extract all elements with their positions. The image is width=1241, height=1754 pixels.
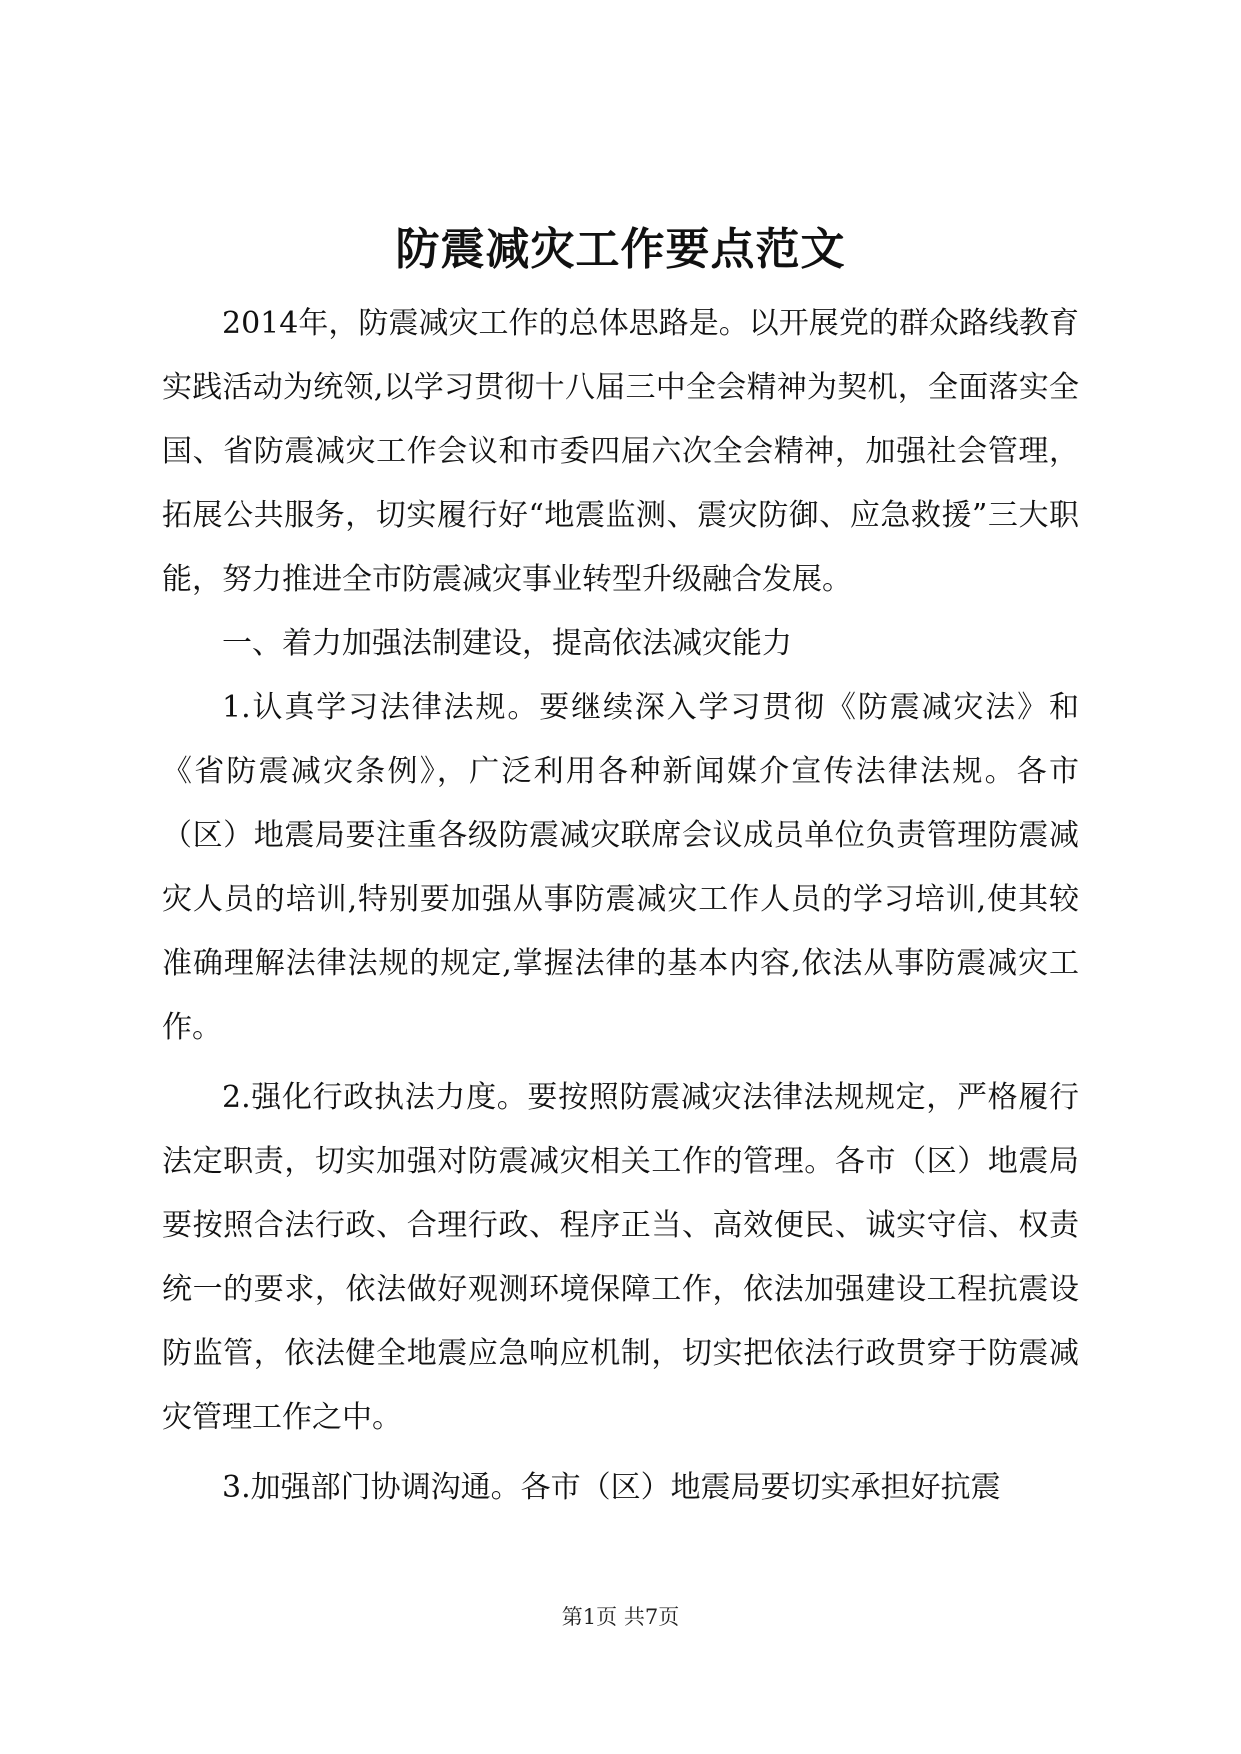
section-heading-1: 一、着力加强法制建设，提高依法减灾能力 [222,626,792,661]
document-body [162,292,1079,1520]
paragraph-item-2: 2.强化行政执法力度。要按照防震减灾法律法规规定，严格履行法定职责，切实加强对防震减灾相关工作的管理。各市（区）地震局要按照合法行政、合理行政、程序正当、高效便民、诚实守信、权责统一的要求，依法做好观测环境保障工作，依法加强建设工程抗震设防监管，依法健全地震应急响应机制，切实把依法行政贯穿于防震减灾管理工作之中。 [162,1080,1079,1435]
page-number-footer: 第1页 共7页 [561,1605,680,1629]
paragraph-overview: 2014年，防震减灾工作的总体思路是。以开展党的群众路线教育实践活动为统领,以学习贯彻十八届三中全会精神为契机，全面落实全国、省防震减灾工作会议和市委四届六次全会精神，加强社会管理，拓展公共服务，切实履行好“地震监测、震灾防御、应急救援”三大职能，努力推进全市防震减灾事业转型升级融合发展。 [162,306,1079,597]
paragraph-item-3: 3.加强部门协调沟通。各市（区）地震局要切实承担好抗震 [222,1470,1001,1505]
paragraph-item-1: 1.认真学习法律法规。要继续深入学习贯彻《防震减灾法》和《省防震减灾条例》，广泛利用各种新闻媒介宣传法律法规。各市（区）地震局要注重各级防震减灾联席会议成员单位负责管理防震减灾人员的培训,特别要加强从事防震减灾工作人员的学习培训,使其较准确理解法律法规的规定,掌握法律的基本内容,依法从事防震减灾工作。 [162,690,1079,1045]
document-title: 防震减灾工作要点范文 [395,224,846,275]
